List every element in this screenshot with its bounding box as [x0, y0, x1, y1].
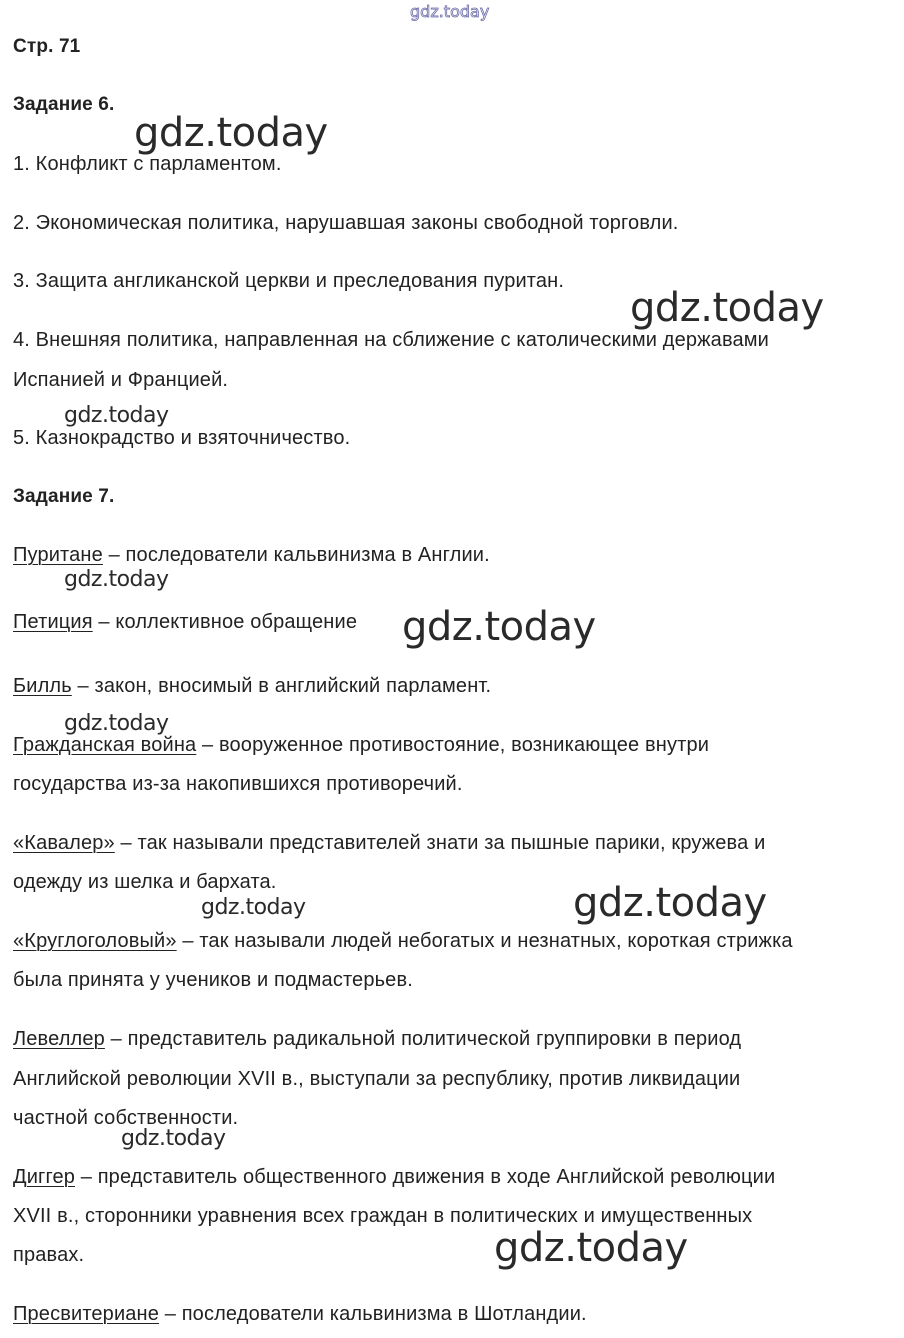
term-leveller: Левеллер: [13, 1028, 105, 1050]
watermark: gdz.today: [402, 604, 596, 650]
term-petition: Петиция: [13, 611, 93, 633]
definition-text: – закон, вносимый в английский парламент.: [71, 675, 492, 697]
definition-puritans: [13, 543, 490, 567]
task-6-item: 2. Экономическая политика, нарушавшая законы свободной торговли.: [13, 212, 679, 234]
definition-text: – так называли представителей знати за пышные парики, кружева и: [114, 832, 766, 854]
definition-civil-war-continuation: государства из-за накопившихся противоречий.: [13, 773, 463, 795]
definition-civil-war: [13, 733, 709, 757]
term-bill: Билль: [13, 675, 72, 697]
task-6-item-continuation: Испанией и Францией.: [13, 369, 229, 391]
page-number-heading: Стр. 71: [13, 36, 81, 57]
definition-leveller: [13, 1027, 741, 1051]
task-6-item: 1. Конфликт с парламентом.: [13, 153, 282, 175]
task-6-item: 3. Защита англиканской церкви и преследования пуритан.: [13, 270, 565, 292]
definition-digger-continuation: XVII в., сторонники уравнения всех граждан в политических и имущественных: [13, 1205, 753, 1227]
term-civil-war: Гражданская война: [13, 734, 197, 756]
task-7-title: Задание 7.: [13, 486, 115, 507]
definition-roundhead: [13, 929, 793, 953]
task-6-item: 5. Казнокрадство и взяточничество.: [13, 427, 351, 449]
watermark: gdz.today: [630, 285, 824, 331]
watermark: gdz.today: [201, 895, 306, 920]
definition-cavalier: [13, 831, 765, 855]
definition-digger: [13, 1165, 775, 1189]
definition-leveller-continuation: частной собственности.: [13, 1107, 239, 1129]
task-6-item: 4. Внешняя политика, направленная на сближение с католическими державами: [13, 329, 769, 351]
term-roundhead: «Круглоголовый»: [13, 930, 177, 952]
watermark: gdz.today: [410, 2, 490, 21]
definition-petition: [13, 610, 357, 634]
definition-cavalier-continuation: одежду из шелка и бархата.: [13, 871, 277, 893]
definition-text: – коллективное обращение: [92, 611, 358, 633]
watermark: gdz.today: [64, 711, 169, 736]
definition-bill: [13, 674, 491, 698]
watermark: gdz.today: [64, 567, 169, 592]
watermark: gdz.today: [134, 110, 328, 156]
definition-text: – вооруженное противостояние, возникающее внутри: [196, 734, 710, 756]
task-6-title: Задание 6.: [13, 94, 115, 115]
definition-text: – так называли людей небогатых и незнатных, короткая стрижка: [176, 930, 793, 952]
definition-text: – представитель общественного движения в ходе Английской революции: [75, 1166, 776, 1188]
definition-presbyterians: [13, 1302, 587, 1326]
watermark: gdz.today: [64, 403, 169, 428]
definition-digger-continuation: правах.: [13, 1244, 85, 1266]
definition-text: – последователи кальвинизма в Англии.: [102, 544, 490, 566]
term-presbyterians: Пресвитериане: [13, 1303, 160, 1325]
term-puritans: Пуритане: [13, 544, 103, 566]
definition-roundhead-continuation: была принята у учеников и подмастерьев.: [13, 969, 413, 991]
watermark: gdz.today: [121, 1126, 226, 1151]
definition-text: – последователи кальвинизма в Шотландии.: [159, 1303, 587, 1325]
definition-text: – представитель радикальной политической группировки в период: [104, 1028, 742, 1050]
term-digger: Диггер: [13, 1166, 76, 1188]
watermark: gdz.today: [494, 1225, 688, 1271]
term-cavalier: «Кавалер»: [13, 832, 115, 854]
watermark: gdz.today: [573, 880, 767, 926]
definition-leveller-continuation: Английской революции XVII в., выступали за республику, против ликвидации: [13, 1068, 741, 1090]
